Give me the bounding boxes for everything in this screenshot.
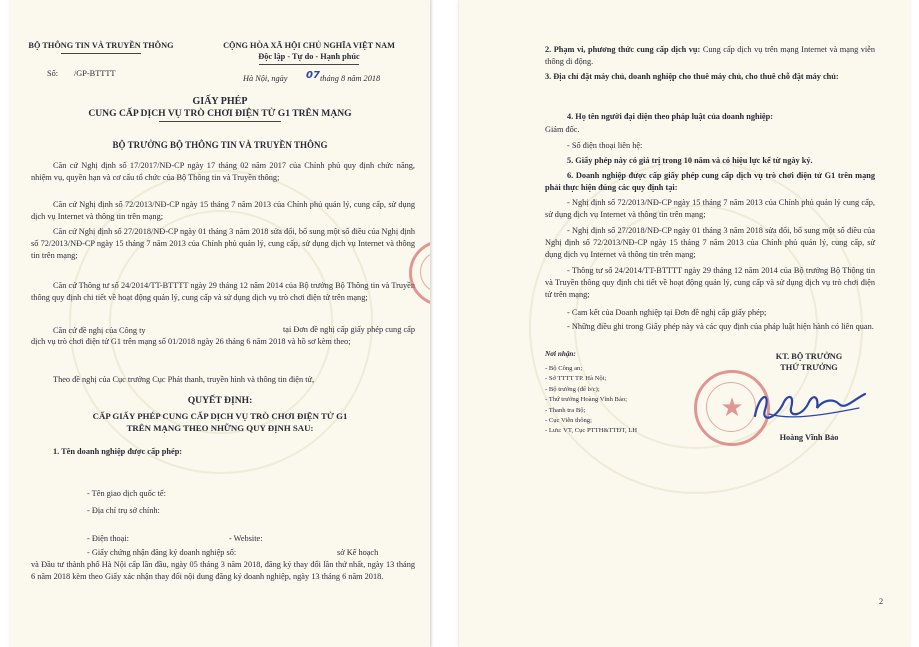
nation-name: CỘNG HÒA XÃ HỘI CHỦ NGHĨA VIỆT NAM	[223, 41, 395, 50]
recipient-item: - Bộ Công an;	[545, 365, 583, 372]
rule-item: - Thông tư số 24/2014/TT-BTTTT ngày 29 tháng 12 năm 2014 của Bộ trưởng Bộ Thông tin và Truyền thông quy định chi tiết về hoạt động quản lý, cung cấp và sử dụng dịch vụ trò chơi điện tử trên mạng;	[545, 266, 875, 300]
license-title: GIẤY PHÉP	[192, 96, 248, 107]
address-field: - Địa chỉ trụ sở chính:	[87, 506, 160, 515]
issuing-agency: BỘ THÔNG TIN VÀ TRUYỀN THÔNG	[28, 41, 174, 50]
rule-item: - Những điều ghi trong Giấy phép này và các quy định của pháp luật hiện hành có liên quan.	[567, 322, 874, 331]
item-2-label: 2. Phạm vi, phương thức cung cấp dịch vụ:	[545, 45, 701, 54]
recipient-item: - Cục Viễn thông;	[545, 417, 592, 425]
date-prefix: Hà Nội, ngày	[243, 74, 288, 83]
recipient-item: - Thanh tra Bộ;	[545, 406, 586, 414]
phone-field: - Điện thoại:	[87, 534, 129, 543]
decision-subtitle: TRÊN MẠNG THEO NHỮNG QUY ĐỊNH SAU:	[126, 423, 314, 433]
registration-issuer: sở Kế hoạch	[337, 548, 379, 557]
item-5: 5. Giấy phép này có giá trị trong 10 năm và có hiệu lực kể từ ngày ký.	[567, 156, 813, 165]
item-6: 6. Doanh nghiệp được cấp giấy phép cung cấp dịch vụ trò chơi điện tử G1 trên mạng phải thực hiện đúng các quy định tại:	[545, 171, 875, 193]
agency-underline	[61, 53, 141, 54]
license-subtitle: CUNG CẤP DỊCH VỤ TRÒ CHƠI ĐIỆN TỬ G1 TRÊN MẠNG	[88, 108, 352, 119]
item-2	[545, 44, 875, 68]
page-number: 2	[879, 597, 884, 606]
request-basis-rest: tại Đơn đề nghị cấp giấy phép cung cấp dịch vụ trò chơi điện tử G1 trên mạng số 01/2018 ngày 26 tháng 6 năm 2018 và hồ sơ kèm theo;	[31, 325, 415, 347]
website-field: - Website:	[229, 534, 263, 543]
national-motto: Độc lập - Tự do - Hạnh phúc	[258, 52, 360, 61]
basis-paragraph: Căn cứ Nghị định số 72/2013/NĐ-CP ngày 15 tháng 7 năm 2013 của Chính phủ quản lý, cung cấp, sử dụng dịch vụ Internet và thông tin trên mạng;	[31, 200, 415, 222]
rule-item: - Nghị định số 27/2018/NĐ-CP ngày 01 tháng 3 năm 2018 sửa đổi, bổ sung một số điều của Nghị định số 72/2013/NĐ-CP ngày 15 tháng 7 năm 2013 của Chính phủ quản lý, cung cấp, sử dụng dịch vụ Internet và thông tin trên mạng;	[545, 226, 875, 260]
signer-role: THỨ TRƯỞNG	[780, 363, 838, 372]
license-page-2	[459, 0, 911, 647]
item-2-text: Cung cấp dịch vụ trên mạng Internet và mạng viễn thông di động.	[545, 45, 876, 67]
recipients-list	[545, 364, 637, 437]
date-suffix: tháng 8 năm 2018	[320, 74, 381, 83]
request-basis-start: Căn cứ đề nghị của Công ty	[53, 326, 146, 335]
doc-number-label: Số:	[47, 69, 59, 78]
rule-item: - Nghị định số 72/2013/NĐ-CP ngày 15 tháng 7 năm 2013 của Chính phủ quản lý cung cấp, sử dụng dịch vụ Internet và thông tin trên mạng;	[545, 198, 875, 220]
doc-number: /GP-BTTTT	[74, 69, 116, 78]
motto-underline	[259, 64, 359, 65]
recipient-item: - Thứ trưởng Hoàng Vĩnh Bảo;	[545, 396, 627, 404]
decision-subtitle: CẤP GIẤY PHÉP CUNG CẤP DỊCH VỤ TRÒ CHƠI ĐIỆN TỬ G1	[92, 411, 348, 421]
proposal-basis: Theo đề nghị của Cục trưởng Cục Phát thanh, truyền hình và thông tin điện tử,	[53, 375, 315, 384]
contact-phone: - Số điện thoại liên hệ:	[567, 141, 643, 150]
license-page-1	[9, 0, 431, 647]
item-3: 3. Địa chỉ đặt máy chủ, doanh nghiệp cho thuê máy chủ, cho thuê chỗ đặt máy chủ:	[545, 72, 839, 81]
handwritten-signature	[749, 386, 869, 428]
registration-start: - Giấy chứng nhận đăng ký doanh nghiệp số:	[87, 548, 237, 557]
registration-details: và Đầu tư thành phố Hà Nội cấp lần đầu, ngày 05 tháng 3 năm 2018, đăng ký thay đổi lần thứ nhất, ngày 13 tháng 6 năm 2018 kèm theo Giấy xác nhận thay đổi nội dung đăng ký doanh nghiệp, ngày 13 tháng 6 năm 2018.	[31, 560, 415, 582]
issuing-authority: BỘ TRƯỞNG BỘ THÔNG TIN VÀ TRUYỀN THÔNG	[112, 140, 328, 150]
basis-paragraph: Căn cứ Nghị định số 27/2018/NĐ-CP ngày 01 tháng 3 năm 2018 sửa đổi, bổ sung một số điều của Nghị định số 72/2013/NĐ-CP ngày 15 tháng 7 năm 2013 của Chính phủ quản lý, cung cấp, sử dụng dịch vụ Internet và thông tin trên mạng;	[31, 227, 415, 261]
title-underline	[159, 121, 281, 122]
item-4: 4. Họ tên người đại diện theo pháp luật của doanh nghiệp:	[567, 112, 773, 121]
signer-role: KT. BỘ TRƯỞNG	[775, 352, 843, 361]
recipients-label: Nơi nhận:	[545, 350, 576, 358]
representative-title: Giám đốc.	[545, 125, 580, 134]
date-day: 07	[306, 70, 320, 81]
trade-name-field: - Tên giao dịch quốc tế:	[87, 489, 166, 498]
item-1-heading: 1. Tên doanh nghiệp được cấp phép:	[53, 447, 183, 456]
signer-name: Hoàng Vĩnh Bảo	[779, 433, 839, 442]
recipient-item: - Sở TTTT TP. Hà Nội;	[545, 375, 607, 383]
recipient-item: - Lưu: VT, Cục PTTH&TTĐT, LH	[545, 427, 638, 435]
basis-paragraph: Căn cứ Nghị định số 17/2017/NĐ-CP ngày 17 tháng 02 năm 2017 của Chính phủ quy định chức năng, nhiệm vụ, quyền hạn và cơ cấu tổ chức của Bộ Thông tin và Truyền thông;	[31, 161, 415, 183]
recipient-item: - Bộ trưởng (để b/c);	[545, 385, 600, 393]
rule-item: - Cam kết của Doanh nghiệp tại Đơn đề nghị cấp giấy phép;	[567, 308, 767, 317]
seal-star-icon: ★	[720, 393, 744, 422]
decision-title: QUYẾT ĐỊNH:	[187, 395, 253, 406]
basis-paragraph: Căn cứ Thông tư số 24/2014/TT-BTTTT ngày 29 tháng 12 năm 2014 của Bộ trưởng Bộ Thông tin và Truyền thông quy định chi tiết về hoạt động quản lý, cung cấp và sử dụng dịch vụ trò chơi điện tử trên mạng;	[31, 281, 415, 303]
